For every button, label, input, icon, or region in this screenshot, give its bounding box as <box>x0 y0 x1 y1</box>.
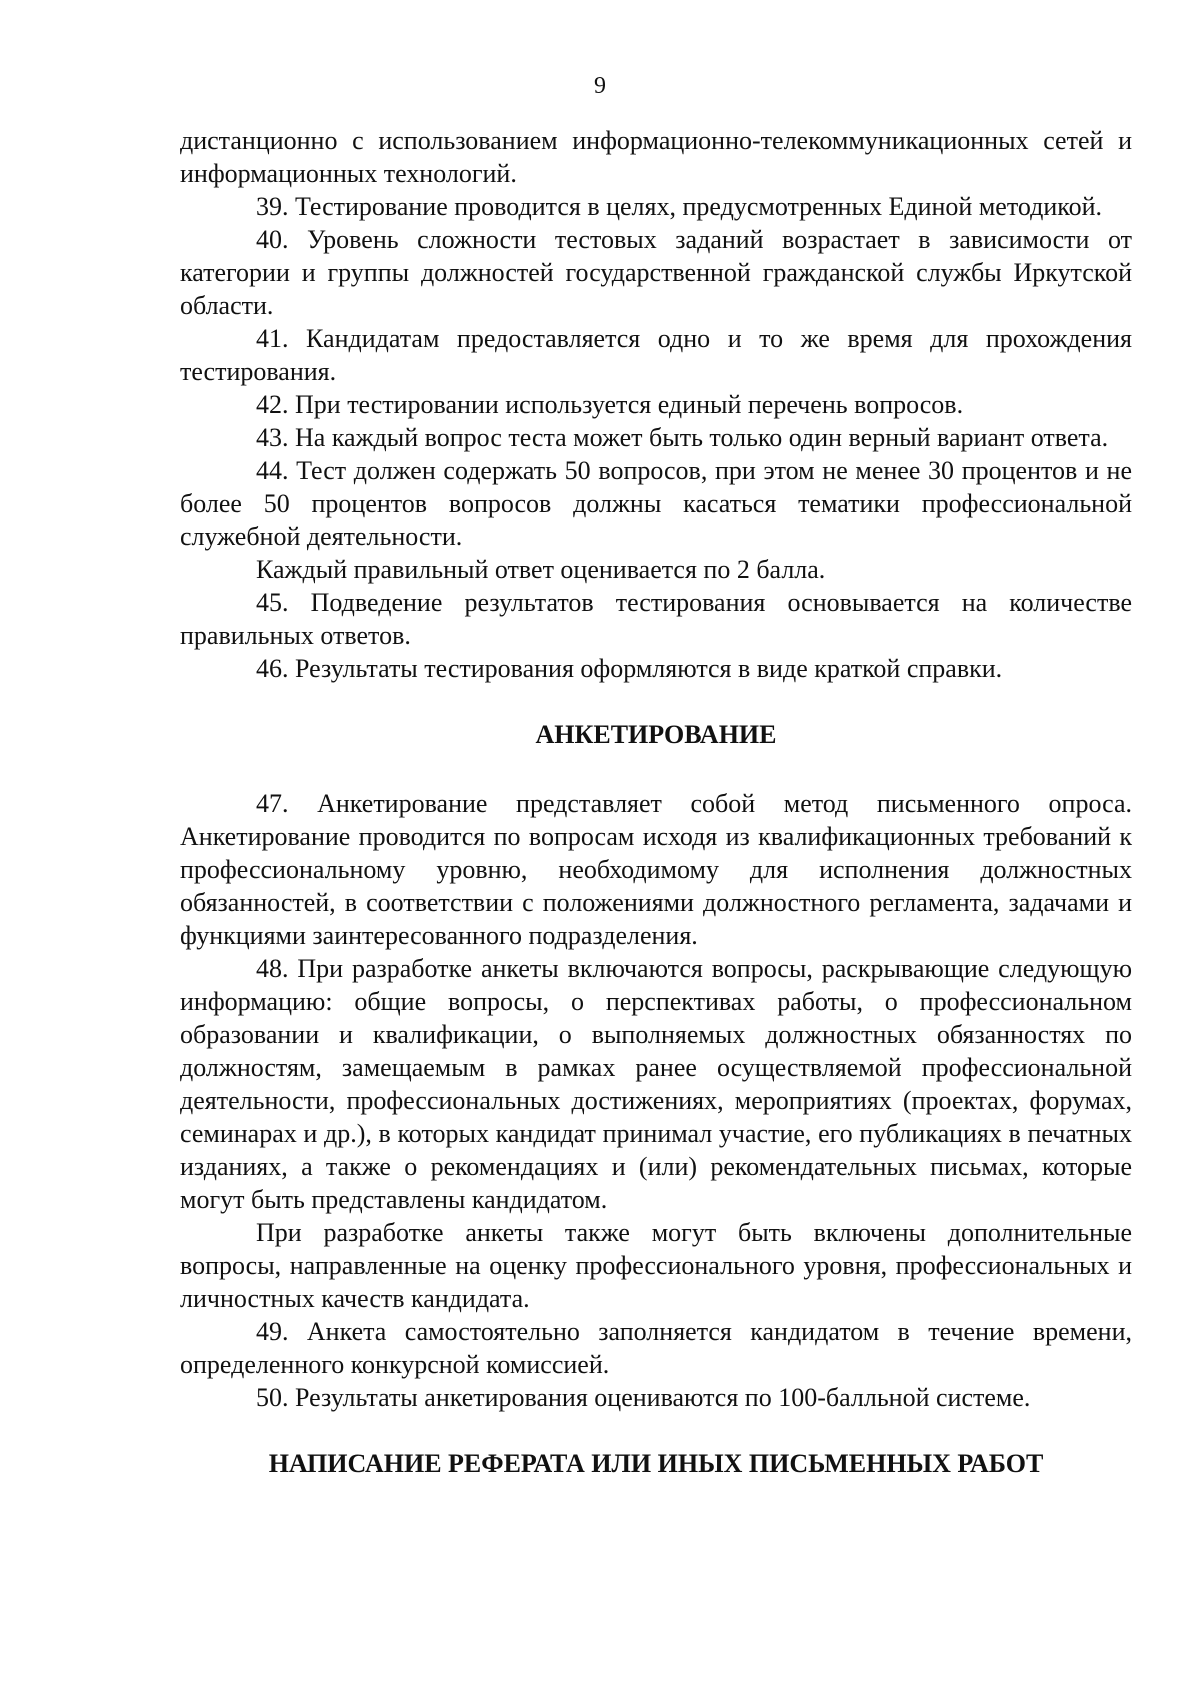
document-body <box>180 124 1132 1480</box>
section-heading-essay: НАПИСАНИЕ РЕФЕРАТА ИЛИ ИНЫХ ПИСЬМЕННЫХ РАБОТ <box>268 1449 1044 1478</box>
paragraph-47: 47. Анкетирование представляет собой метод письменного опроса. Анкетирование проводится по вопросам исходя из квалификационных требований к профессиональному уровню, необходимому для исполнения должностных обязанностей, в соответствии с положениями должностного регламента, задачами и функциями заинтересованного подразделения. <box>180 789 1132 950</box>
paragraph-39: 39. Тестирование проводится в целях, предусмотренных Единой методикой. <box>256 192 1102 221</box>
paragraph-43: 43. На каждый вопрос теста может быть только один верный вариант ответа. <box>256 423 1109 452</box>
paragraph-50: 50. Результаты анкетирования оцениваются по 100-балльной системе. <box>256 1383 1031 1412</box>
paragraph-45: 45. Подведение результатов тестирования основывается на количестве правильных ответов. <box>180 588 1132 650</box>
paragraph-38-continuation: дистанционно с использованием информационно-телекоммуникационных сетей и информационных технологий. <box>180 126 1132 188</box>
paragraph-46: 46. Результаты тестирования оформляются в виде краткой справки. <box>256 654 1003 683</box>
paragraph-42: 42. При тестировании используется единый перечень вопросов. <box>256 390 964 419</box>
paragraph-49: 49. Анкета самостоятельно заполняется кандидатом в течение времени, определенного конкурсной комиссией. <box>180 1317 1132 1379</box>
paragraph-40: 40. Уровень сложности тестовых заданий возрастает в зависимости от категории и группы должностей государственной гражданской службы Иркутской области. <box>180 225 1132 320</box>
section-heading-questionnaire: АНКЕТИРОВАНИЕ <box>535 720 777 749</box>
paragraph-48: 48. При разработке анкеты включаются вопросы, раскрывающие следующую информацию: общие вопросы, о перспективах работы, о профессиональном образовании и квалификации, о выполняемых должностных обязанностях по должностям, замещаемым в рамках ранее осуществляемой профессиональной деятельности, профессиональных достижениях, мероприятиях (проектах, форумах, семинарах и др.), в которых кандидат принимал участие, его публикациях в печатных изданиях, а также о рекомендациях и (или) рекомендательных письмах, которые могут быть представлены кандидатом. <box>180 954 1132 1214</box>
paragraph-44-scoring: Каждый правильный ответ оценивается по 2 балла. <box>256 555 826 584</box>
paragraph-44: 44. Тест должен содержать 50 вопросов, при этом не менее 30 процентов и не более 50 процентов вопросов должны касаться тематики профессиональной служебной деятельности. <box>180 456 1132 551</box>
paragraph-48-additional: При разработке анкеты также могут быть включены дополнительные вопросы, направленные на оценку профессионального уровня, профессиональных и личностных качеств кандидата. <box>180 1218 1132 1313</box>
page-number: 9 <box>594 73 606 99</box>
paragraph-41: 41. Кандидатам предоставляется одно и то же время для прохождения тестирования. <box>180 324 1132 386</box>
